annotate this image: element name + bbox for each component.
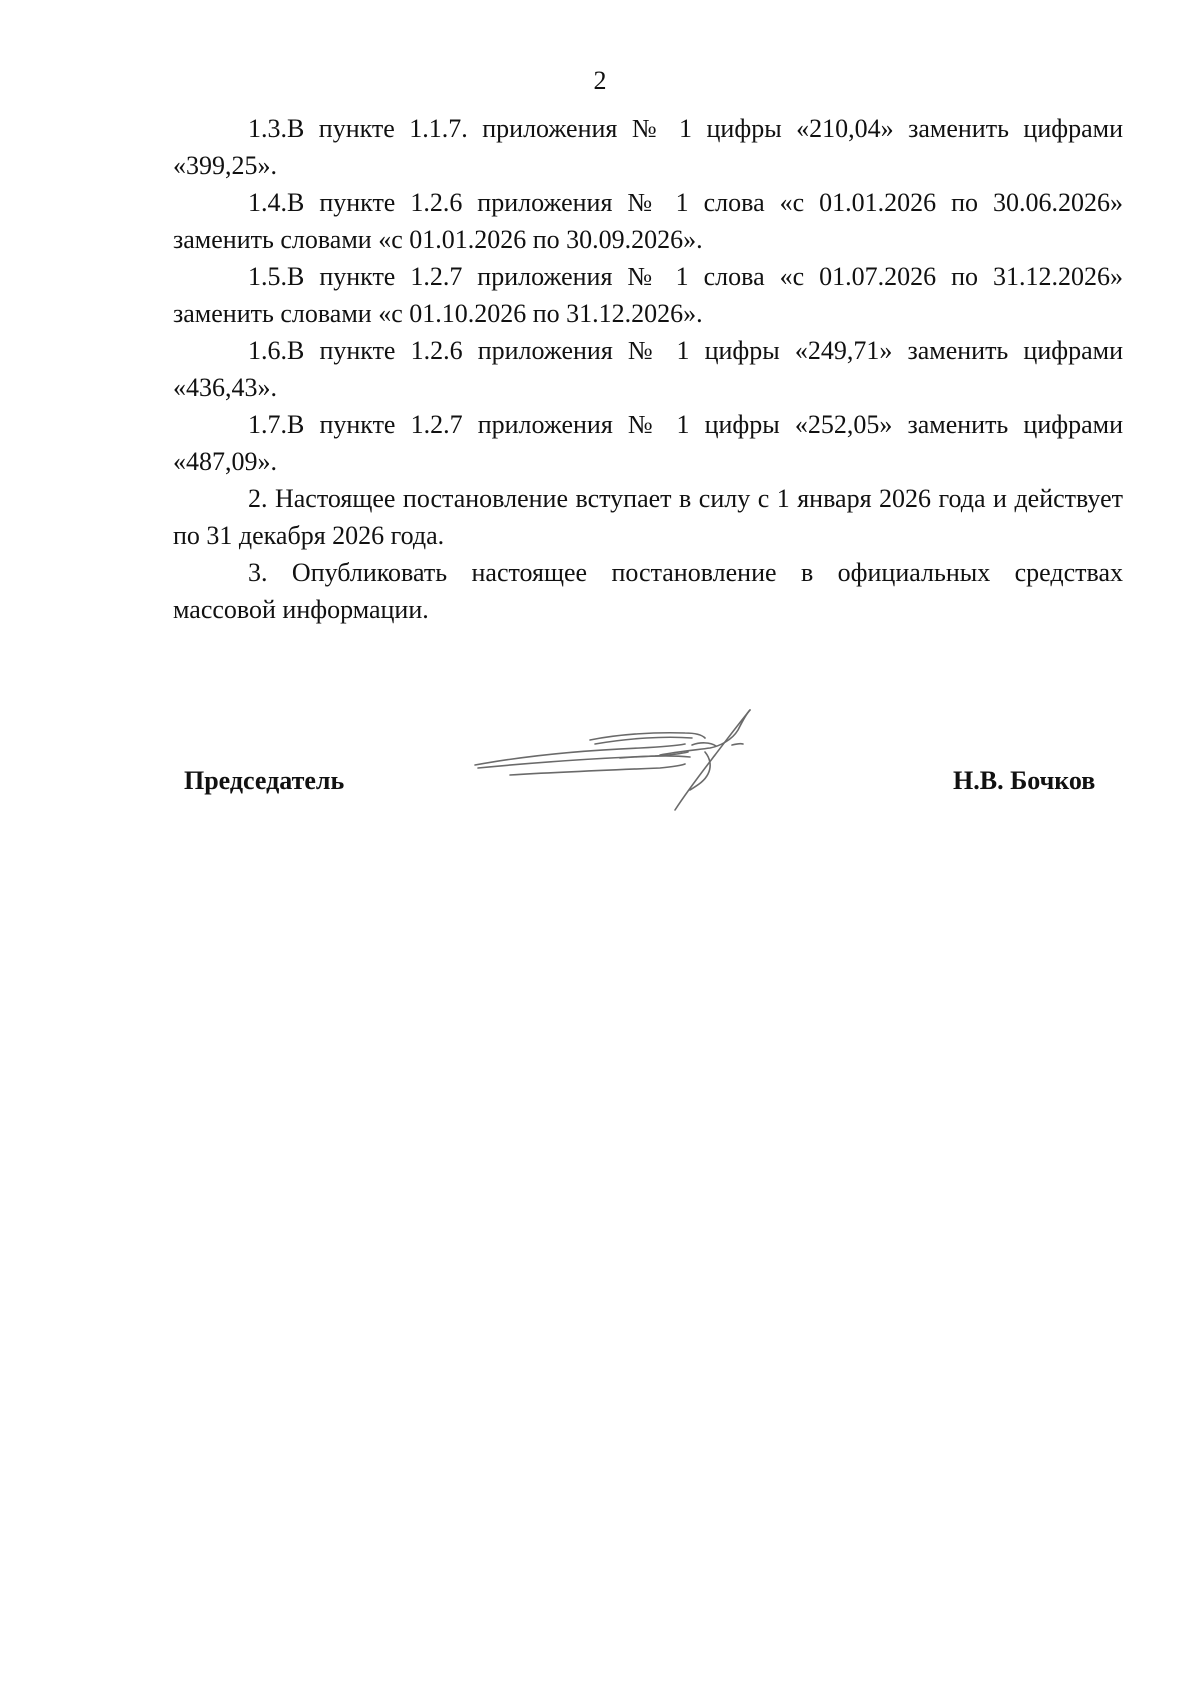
paragraph-1-6: 1.6.В пункте 1.2.6 приложения № 1 цифры «249,71» заменить цифрами «436,43». [173,336,1123,402]
paragraph-2: 2. Настоящее постановление вступает в силу с 1 января 2026 года и действует по 31 декабря 2026 года. [173,484,1123,550]
paragraph-1-3: 1.3.В пункте 1.1.7. приложения № 1 цифры «210,04» заменить цифрами «399,25». [173,114,1123,180]
paragraph-1-4: 1.4.В пункте 1.2.6 приложения № 1 слова «с 01.01.2026 по 30.06.2026» заменить словами «с 01.01.2026 по 30.09.2026». [173,188,1123,254]
paragraph-3: 3. Опубликовать настоящее постановление в официальных средствах массовой информации. [173,558,1123,624]
signatory-role: Председатель [184,766,345,795]
page-number: 2 [593,66,607,95]
signatory-name: Н.В. Бочков [953,766,1096,795]
signature-block [0,700,1200,820]
handwritten-signature [470,700,790,820]
document-body [173,110,1123,628]
paragraph-1-5: 1.5.В пункте 1.2.7 приложения № 1 слова «с 01.07.2026 по 31.12.2026» заменить словами «с 01.10.2026 по 31.12.2026». [173,262,1123,328]
paragraph-1-7: 1.7.В пункте 1.2.7 приложения № 1 цифры «252,05» заменить цифрами «487,09». [173,410,1123,476]
